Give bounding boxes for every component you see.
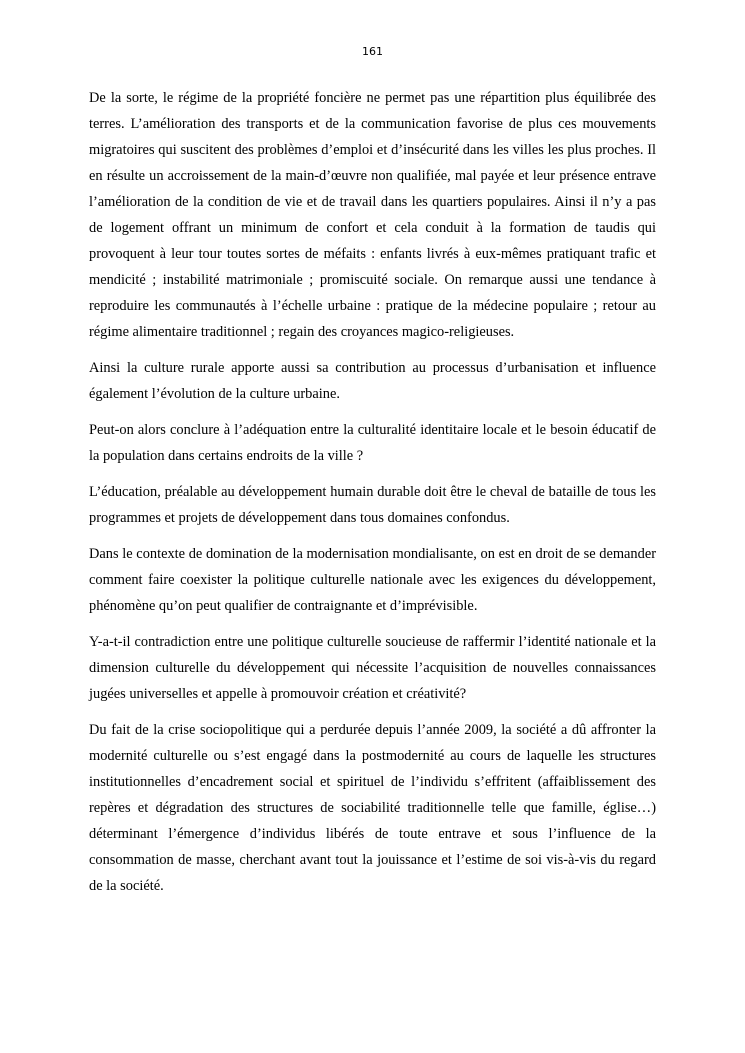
- paragraph-adequation-question: Peut-on alors conclure à l’adéquation entre la culturalité identitaire locale et le besoin éducatif de la population dans certains endroits de la ville ?: [89, 422, 656, 464]
- page-number: 161: [362, 45, 383, 58]
- paragraph-contradiction-question: Y-a-t-il contradiction entre une politique culturelle soucieuse de raffermir l’identité nationale et la dimension culturelle du développement qui nécessite l’acquisition de nouvelles connaissances jugées universelles et appelle à promouvoir création et créativité?: [89, 634, 656, 702]
- paragraph-sociopolitical-crisis: Du fait de la crise sociopolitique qui a perdurée depuis l’année 2009, la société a dû affronter la modernité culturelle ou s’est engagé dans la postmodernité au cours de laquelle les structures institutionnelles d’encadrement social et spirituel de l’individu s’effritent (affaiblissement des repères et dégradation des structures de sociabilité traditionnelle telle que famille, église…) déterminant l’émergence d’individus libérés de toute entrave et sous l’influence de la consommation de masse, cherchant avant tout la jouissance et l’estime de soi vis-à-vis du regard de la société.: [89, 722, 656, 894]
- paragraph-modernisation: Dans le contexte de domination de la modernisation mondialisante, on est en droit de se demander comment faire coexister la politique culturelle nationale avec les exigences du développement, phénomène qu’on peut qualifier de contraignante et d’imprévisible.: [89, 546, 656, 614]
- paragraph-education: L’éducation, préalable au développement humain durable doit être le cheval de bataille de tous les programmes et projets de développement dans tous domaines confondus.: [89, 484, 656, 526]
- document-body: [89, 85, 656, 909]
- paragraph-rural-culture: Ainsi la culture rurale apporte aussi sa contribution au processus d’urbanisation et influence également l’évolution de la culture urbaine.: [89, 360, 656, 402]
- paragraph-land-ownership: De la sorte, le régime de la propriété foncière ne permet pas une répartition plus équilibrée des terres. L’amélioration des transports et de la communication favorise de plus ces mouvements migratoires qui suscitent des problèmes d’emploi et d’insécurité dans les villes les plus proches. Il en résulte un accroissement de la main-d’œuvre non qualifiée, mal payée et leur présence entrave l’amélioration de la condition de vie et de travail dans les quartiers populaires. Ainsi il n’y a pas de logement offrant un minimum de confort et cela conduit à la formation de taudis qui provoquent à leur tour toutes sortes de méfaits : enfants livrés à eux-mêmes pratiquant trafic et mendicité ; instabilité matrimoniale ; promiscuité sociale. On remarque aussi une tendance à reproduire les communautés à l’échelle urbaine : pratique de la médecine populaire ; retour au régime alimentaire traditionnel ; regain des croyances magico-religieuses.: [89, 90, 656, 340]
